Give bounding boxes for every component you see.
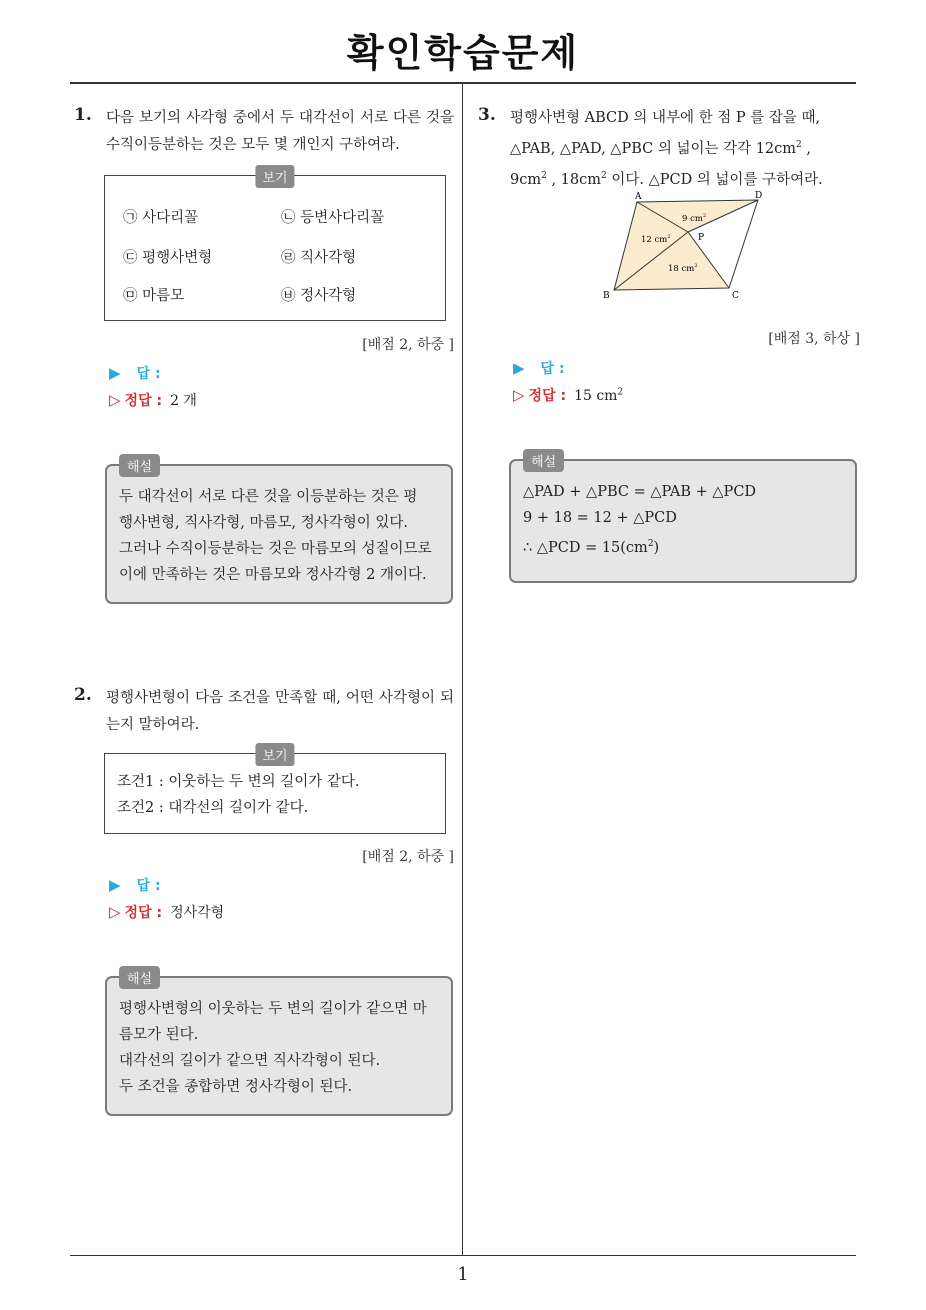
play-triangle-icon: ▶ [513, 359, 525, 377]
explanation-line: 대각선의 길이가 같으면 직사각형이 된다. [119, 1053, 381, 1069]
bogi-box [104, 171, 446, 321]
correct-answer-line [109, 390, 197, 410]
explanation-box [105, 972, 453, 1116]
explanation-text [119, 996, 439, 1100]
explanation-line: 두 대각선이 서로 다른 것을 이등분하는 것은 평 [119, 489, 418, 505]
footer-rule [70, 1255, 856, 1256]
area-value: 18 cm [668, 264, 695, 274]
explanation-line: 그러나 수직이등분하는 것은 마름모의 성질이므로 [119, 541, 432, 557]
explanation-label: 해설 [119, 454, 160, 477]
page-number: 1 [457, 1264, 469, 1285]
correct-answer-line [109, 902, 224, 922]
answer-line[interactable] [513, 358, 565, 378]
play-triangle-icon: ▶ [109, 876, 121, 894]
explanation-line: 행사변형, 직사각형, 마름모, 정사각형이 있다. [119, 515, 408, 531]
superscript: 2 [667, 234, 671, 240]
explanation-line: 평행사변형의 이웃하는 두 변의 길이가 같으면 마 [119, 1001, 427, 1017]
question-text-line: 평행사변형 ABCD 의 내부에 한 점 P 를 잡을 때, [510, 110, 821, 126]
explanation-line: 9 + 18 = 12 + △PCD [523, 510, 677, 526]
explanation-line: △PAD + △PBC = △PAB + △PCD [523, 484, 757, 500]
correct-label: 정답 : [124, 905, 163, 921]
correct-label: 정답 : [124, 393, 163, 409]
area-label-pad [682, 213, 706, 224]
page-title: 확인학습문제 [346, 31, 580, 75]
outline-triangle-icon: ▷ [109, 391, 121, 409]
text-part: ∴ △PCD = 15(cm [523, 539, 648, 556]
correct-value: 2 개 [170, 393, 197, 409]
vertex-label-c: C [732, 291, 739, 301]
text-part: 이다. △PCD 의 넓이를 구하여라. [606, 171, 823, 188]
text-part: , [801, 140, 811, 157]
score-info: [배점 2, 하중 ] [362, 337, 454, 353]
explanation-line: 름모가 된다. [119, 1027, 199, 1043]
bogi-box [104, 749, 446, 834]
condition-line: 조건1 : 이웃하는 두 변의 길이가 같다. [117, 774, 360, 790]
question-number: 3. [478, 105, 496, 125]
area-label-pbc [668, 263, 698, 274]
correct-answer-line [513, 385, 623, 405]
question-1 [74, 105, 454, 159]
correct-value: 정사각형 [170, 905, 225, 921]
area-value: 12 cm [641, 235, 668, 245]
play-triangle-icon: ▶ [109, 364, 121, 382]
question-text: 다음 보기의 사각형 중에서 두 대각선이 서로 다른 것을 수직이등분하는 것은 모두 몇 개인지 구하여라. [106, 110, 454, 153]
explanation-label: 해설 [119, 966, 160, 989]
question-text-line [510, 132, 860, 163]
question-2 [74, 685, 454, 739]
question-number: 2. [74, 685, 92, 705]
score-info: [배점 3, 하상 ] [768, 331, 860, 347]
explanation-box [509, 455, 857, 583]
superscript: 2 [647, 539, 654, 549]
outline-triangle-icon: ▷ [109, 903, 121, 921]
text-part: , 18cm [546, 171, 601, 188]
bogi-label: 보기 [255, 165, 294, 188]
superscript: 2 [541, 170, 547, 181]
superscript: 2 [694, 263, 698, 269]
question-number: 1. [74, 105, 92, 125]
explanation-text [119, 484, 439, 588]
explanation-label: 해설 [523, 449, 564, 472]
correct-value [574, 388, 623, 404]
question-3 [478, 105, 860, 194]
bogi-label: 보기 [255, 743, 294, 766]
answer-label: 답 : [136, 366, 161, 382]
explanation-box [105, 460, 453, 604]
explanation-text [523, 479, 843, 561]
area-value: 9 cm [682, 214, 703, 224]
superscript: 2 [796, 140, 802, 150]
explanation-line: 이에 만족하는 것은 마름모와 정사각형 2 개이다. [119, 567, 427, 583]
answer-line[interactable] [109, 875, 161, 895]
superscript: 2 [702, 213, 707, 219]
text-part: ) [653, 539, 660, 556]
right-column [478, 0, 860, 1250]
bogi-item: ㉣ 직사각형 [281, 250, 357, 266]
correct-value-text: 15 cm [574, 388, 618, 404]
text-part: △PAB, △PAD, △PBC 의 넓이는 각각 12cm [510, 140, 797, 157]
bogi-item: ㉥ 정사각형 [281, 288, 357, 304]
bogi-item: ㉢ 평행사변형 [123, 250, 213, 266]
bogi-item: ㉤ 마름모 [123, 288, 185, 304]
vertex-label-p: P [698, 233, 705, 243]
explanation-line [523, 531, 843, 561]
text-part: 9cm [510, 171, 542, 188]
area-label-pab [641, 234, 671, 245]
vertex-label-d: D [755, 191, 763, 201]
answer-label: 답 : [136, 878, 161, 894]
bogi-item: ㉡ 등변사다리꼴 [281, 210, 385, 226]
left-column [74, 0, 454, 1250]
vertex-label-a: A [635, 192, 642, 202]
outline-triangle-icon: ▷ [513, 386, 525, 404]
question-text [510, 105, 860, 194]
superscript: 2 [617, 387, 624, 398]
answer-label: 답 : [540, 361, 565, 377]
explanation-line: 두 조건을 종합하면 정사각형이 된다. [119, 1079, 353, 1095]
question-text: 평행사변형이 다음 조건을 만족할 때, 어떤 사각형이 되는지 말하여라. [106, 690, 454, 733]
bogi-item: ㉠ 사다리꼴 [123, 210, 199, 226]
answer-line[interactable] [109, 363, 161, 383]
superscript: 2 [601, 170, 607, 181]
column-divider [462, 84, 463, 1255]
correct-label: 정답 : [528, 388, 567, 404]
parallelogram-figure [602, 190, 772, 305]
condition-line: 조건2 : 대각선의 길이가 같다. [117, 800, 309, 816]
score-info: [배점 2, 하중 ] [362, 849, 454, 865]
vertex-label-b: B [603, 291, 610, 301]
